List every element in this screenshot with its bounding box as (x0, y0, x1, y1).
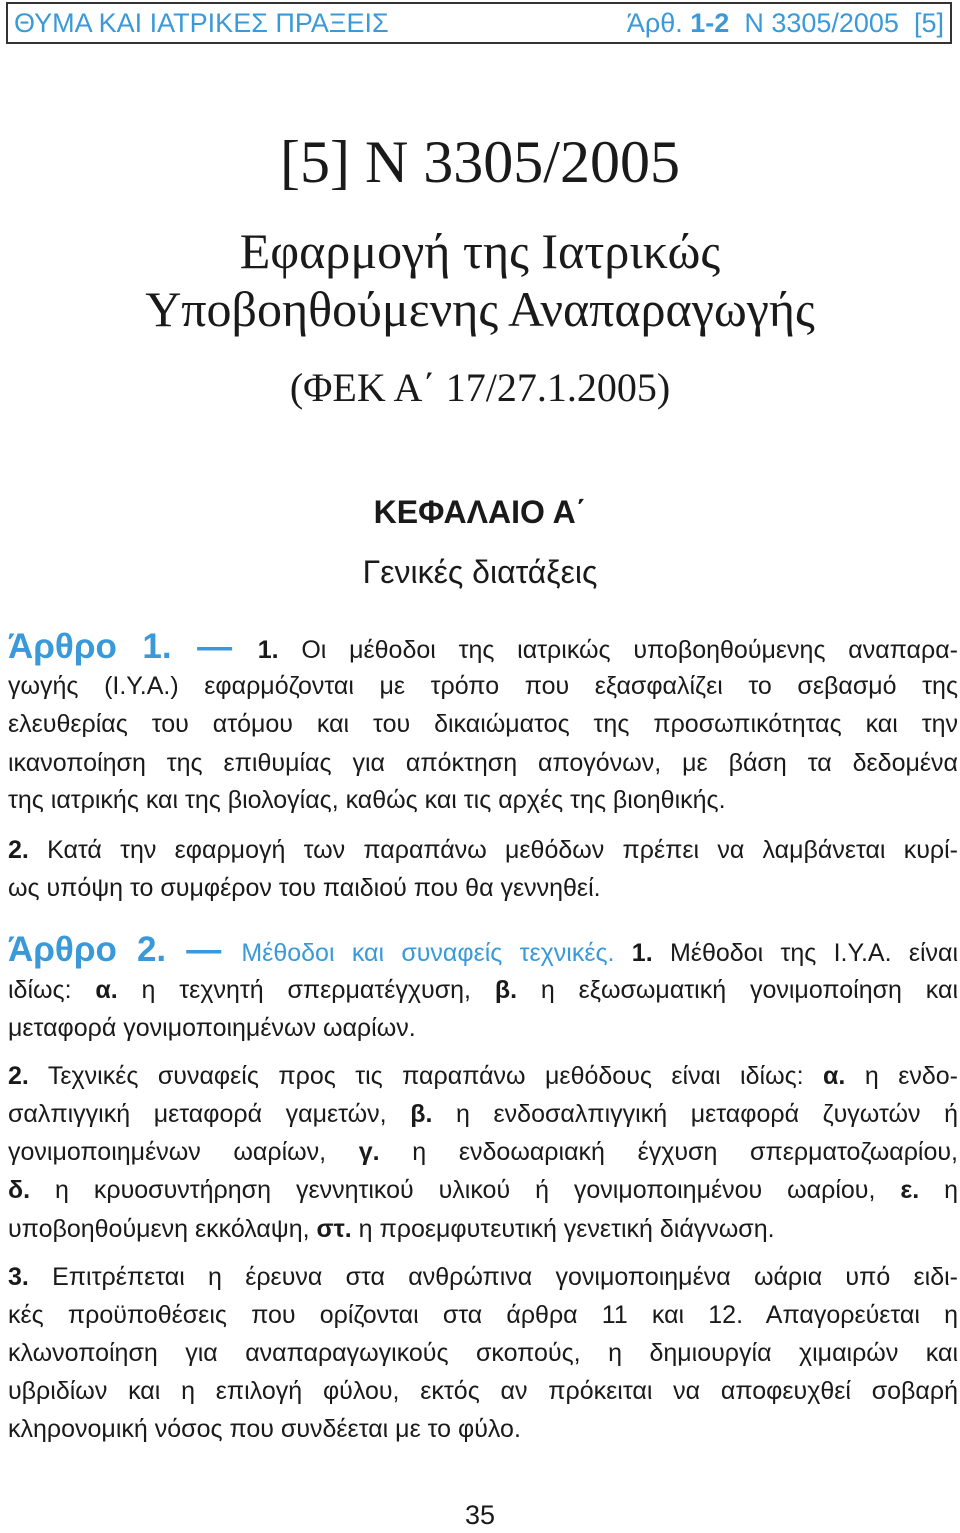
header-prefix: Άρθ. (626, 8, 683, 38)
text-run: μεταφορά γονιμοποιημένων ωαρίων. (8, 1014, 416, 1042)
header-articles: 1-2 (690, 8, 730, 38)
article-heading: — (166, 930, 242, 969)
text-run: υβριδίων και η επιλογή φύλου, εκτός αν πρόκειται να αποφευχθεί σοβαρή (8, 1377, 958, 1405)
chapter-subtitle: Γενικές διατάξεις (362, 554, 598, 590)
item-marker: α. (823, 1062, 846, 1090)
law-title: [5] Ν 3305/2005 (280, 129, 680, 195)
text-line (8, 744, 958, 782)
text-run: κές προϋποθέσεις που ορίζονται στα άρθρα 11 και 12. Απαγορεύεται η (8, 1301, 958, 1329)
text-run: ως υπόψη το συμφέρον του παιδιού που θα γεννηθεί. (8, 874, 601, 902)
item-marker: γ. (358, 1138, 380, 1166)
gazette-ref: (ΦΕΚ Α΄ 17/27.1.2005) (289, 365, 671, 410)
text-run: υποβοηθούμενη εκκόλαψη, (8, 1215, 317, 1243)
text-run: η ενδοσαλπιγγική μεταφορά ζυγωτών ή (432, 1100, 958, 1128)
text-run: Επιτρέπεται η έρευνα στα ανθρώπινα γονιμοποιημένα ωάρια υπό ειδι- (28, 1263, 958, 1291)
item-marker: 1. (614, 939, 653, 967)
law-subtitle-1: Εφαρμογή της Ιατρικώς (239, 223, 721, 279)
text-run: γονιμοποιημένων ωαρίων, (8, 1138, 359, 1166)
text-run: της ιατρικής και της βιολογίας, καθώς και τις αρχές της βιοηθικής. (8, 786, 726, 814)
text-run: η κρυοσυντήρηση γεννητικού υλικού ή γονιμοποιημένου ωαρίου, (30, 1176, 901, 1204)
text-line (8, 971, 958, 1009)
text-run: Μέθοδοι της Ι.Υ.Α. είναι (652, 939, 959, 967)
text-line (8, 931, 958, 969)
text-line (8, 1171, 958, 1209)
text-run: κληρονομική νόσος που συνδέεται με το φύλο. (8, 1415, 521, 1443)
item-marker: β. (494, 976, 518, 1004)
text-run: η (919, 1176, 958, 1204)
text-line (8, 1133, 958, 1171)
item-marker: ε. (900, 1176, 920, 1204)
running-header (6, 2, 952, 44)
text-run: η ενδοωαριακή έγχυση σπερματοζωαρίου, (379, 1138, 958, 1166)
text-line (8, 628, 958, 666)
text-run: η τεχνητή σπερματέγχυση, (117, 976, 495, 1004)
header-law: Ν 3305/2005 (744, 8, 899, 38)
article-heading: — (171, 627, 258, 666)
text-run: γωγής (Ι.Υ.Α.) εφαρμόζονται με τρόπο που εξασφαλίζει το σεβασμό της (8, 672, 958, 700)
header-num: [5] (913, 8, 944, 38)
text-run: η ενδο- (845, 1062, 958, 1090)
text-run: η προεμφυτευτική γενετική διάγνωση. (351, 1215, 775, 1243)
text-run: ιδίως: (8, 976, 96, 1004)
text-line (8, 781, 958, 819)
text-line (8, 1258, 958, 1296)
item-marker: β. (410, 1100, 433, 1128)
text-run: σαλπιγγική μεταφορά γαμετών, (8, 1100, 411, 1128)
text-line (8, 1009, 958, 1047)
text-run: ελευθερίας του ατόμου και του δικαιώματος της προσωπικότητας και την (8, 710, 958, 738)
text-line (8, 1095, 958, 1133)
text-run: κλωνοποίηση για αναπαραγωγικούς σκοπούς, η δημιουργία χιμαιρών και (8, 1339, 958, 1367)
item-marker: 2. (8, 1062, 29, 1090)
text-line (8, 705, 958, 743)
text-run: ικανοποίηση της επιθυμίας για απόκτηση απογόνων, με βάση τα δεδομένα (8, 749, 958, 777)
header-section-title: ΘΥΜΑ ΚΑΙ ΙΑΤΡΙΚΕΣ ΠΡΑΞΕΙΣ (14, 8, 389, 38)
text-line (8, 869, 958, 907)
item-marker: 3. (8, 1263, 29, 1291)
article-title: Μέθοδοι και συναφείς τεχνικές. (241, 939, 615, 967)
text-line (8, 1334, 958, 1372)
text-line (8, 831, 958, 869)
text-run: Οι μέθοδοι της ιατρικώς υποβοηθούμενης αναπαρα- (278, 636, 959, 664)
item-marker: α. (95, 976, 118, 1004)
text-run: Τεχνικές συναφείς προς τις παραπάνω μεθόδους είναι ιδίως: (28, 1062, 824, 1090)
law-subtitle-2: Υποβοηθούμενης Αναπαραγωγής (145, 281, 815, 337)
text-line (8, 1372, 958, 1410)
item-marker: στ. (316, 1215, 352, 1243)
text-line (8, 667, 958, 705)
article-heading: Άρθρο 1. (8, 627, 172, 666)
item-marker: 2. (8, 836, 29, 864)
text-line (8, 1410, 958, 1448)
item-marker: 1. (257, 636, 279, 664)
text-run: Κατά την εφαρμογή των παραπάνω μεθόδων πρέπει να λαμβάνεται κυρί- (28, 836, 958, 864)
page-number: 35 (464, 1500, 496, 1530)
text-line (8, 1210, 958, 1248)
item-marker: δ. (8, 1176, 31, 1204)
text-line (8, 1057, 958, 1095)
text-line (8, 1296, 958, 1334)
header-article-ref (627, 8, 944, 39)
article-heading: Άρθρο 2. (8, 930, 167, 969)
chapter-label: ΚΕΦΑΛΑΙΟ Α΄ (373, 494, 587, 530)
text-run: η εξωσωματική γονιμοποίηση και (517, 976, 959, 1004)
